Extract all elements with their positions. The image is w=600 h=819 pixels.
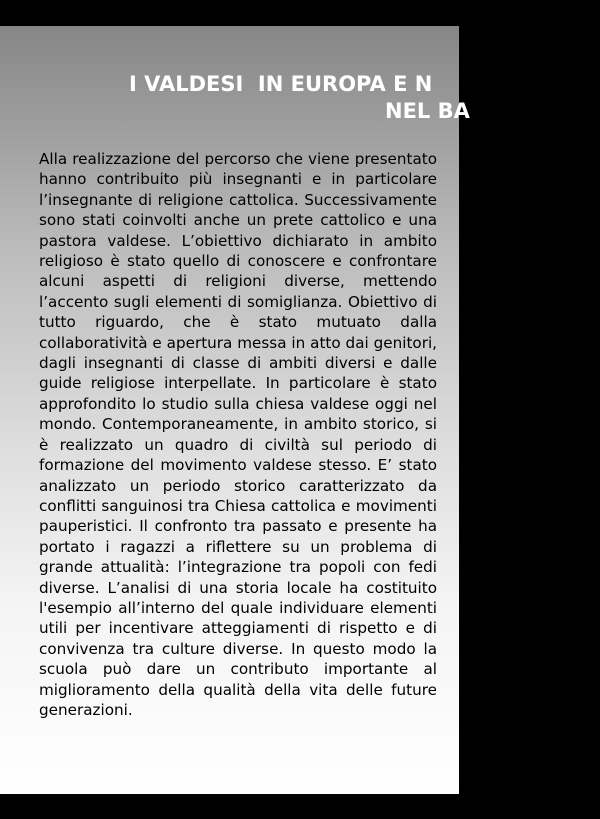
slide-title-line-1: I VALDESI IN EUROPA E N (129, 72, 433, 96)
slide-title-line-2: NEL BA (385, 99, 470, 123)
slide-body-text: Alla realizzazione del percorso che viene presentato hanno contribuito più insegnanti e in particolare l’insegnante di religione cattolica. Successivamente sono stati coinvolti anche un prete cattolico e una pastora valdese. L’obiettivo dichiarato in ambito religioso è stato quello di conoscere e confrontare alcuni aspetti di religioni diverse, mettendo l’accento sugli elementi di somiglianza. Obiettivo di tutto riguardo, che è stato mutuato dalla collaboratività e apertura messa in atto dai genitori, dagli insegnanti di classe di ambiti diversi e dalle guide religiose interpellate. In particolare è stato approfondito lo studio sulla chiesa valdese oggi nel mondo. Contemporaneamente, in ambito storico, si è realizzato un quadro di civiltà sul periodo di formazione del movimento valdese stesso. E’ stato analizzato un periodo storico caratterizzato da conflitti sanguinosi tra Chiesa cattolica e movimenti pauperistici. Il confronto tra passato e presente ha portato i ragazzi a riflettere su un problema di grande attualità: l’integrazione tra popoli con fedi diverse. L’analisi di una storia locale ha costituito l'esempio all’interno del quale individuare elementi utili per incentivare atteggiamenti di rispetto e di convivenza tra culture diverse. In questo modo la scuola può dare un contributo importante al miglioramento della qualità della vita delle future generazioni. (39, 150, 437, 719)
slide (0, 26, 470, 794)
letterbox-top (0, 0, 459, 26)
letterbox-bottom (0, 794, 459, 819)
